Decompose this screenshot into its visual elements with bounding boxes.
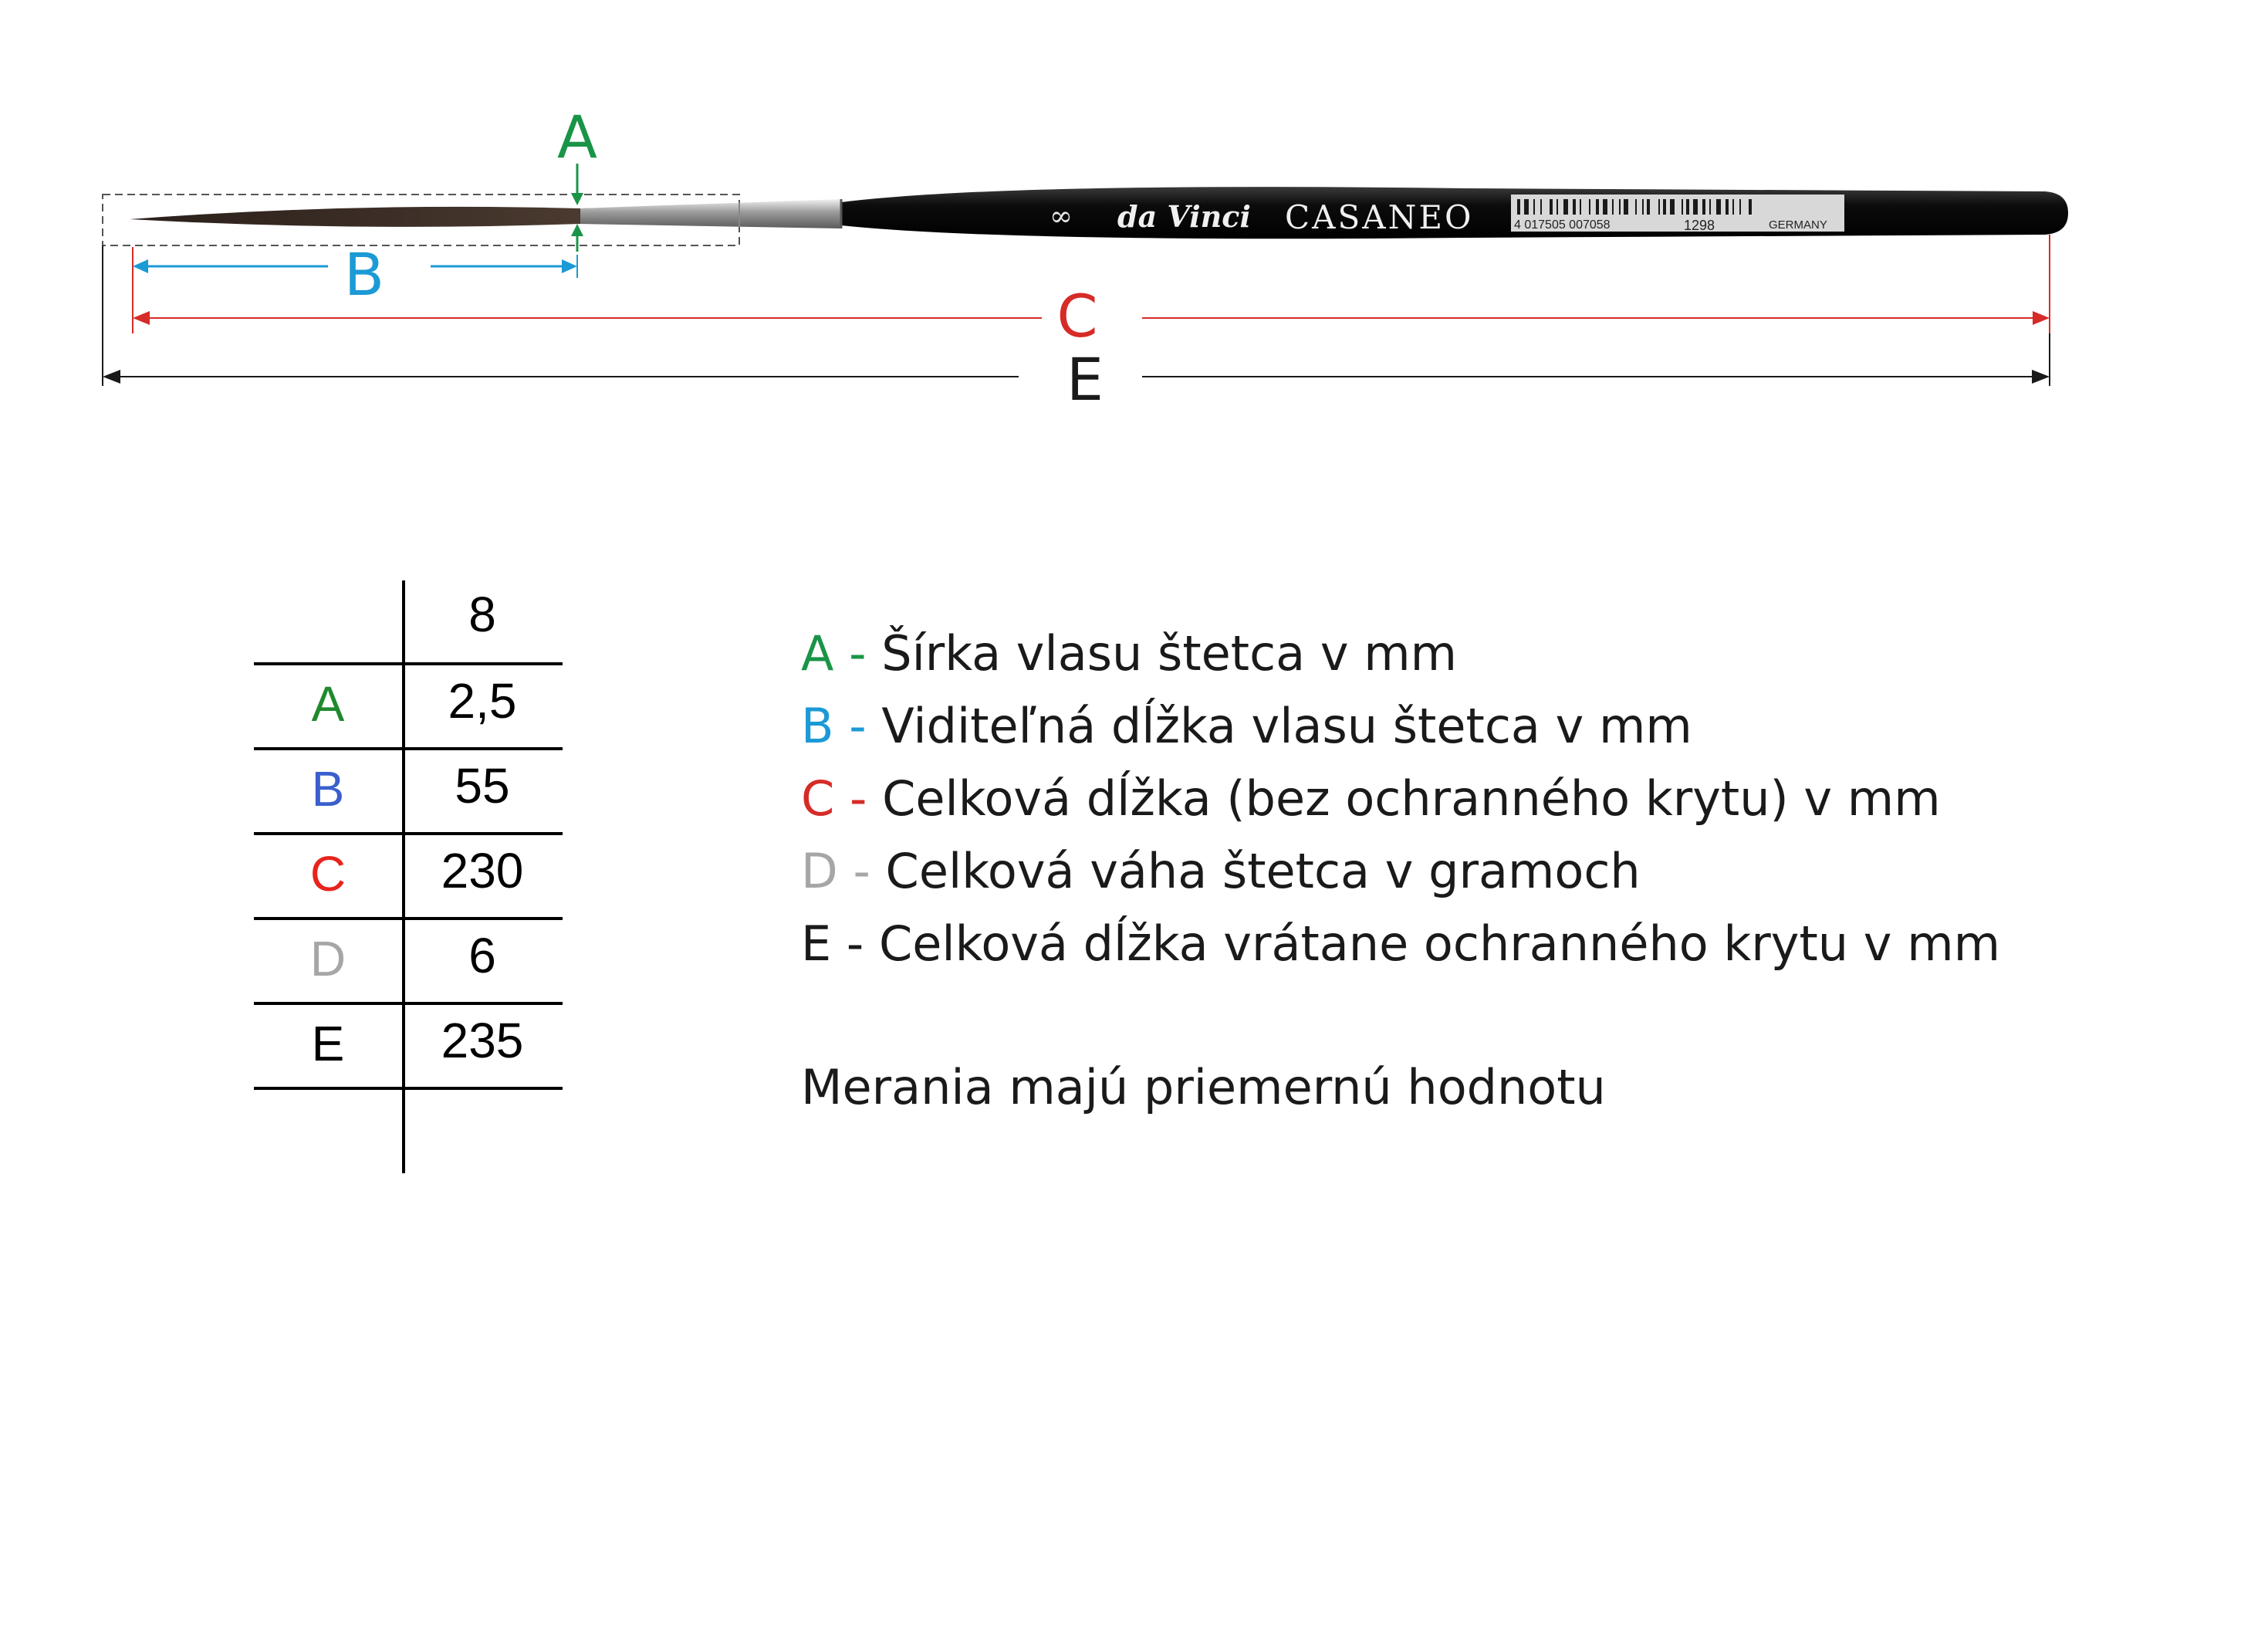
table-hline <box>254 662 563 665</box>
barcode-bar <box>1749 199 1752 215</box>
barcode-bar <box>1686 199 1689 215</box>
table-hline <box>254 832 563 835</box>
barcode-bar <box>1716 199 1721 215</box>
legend-key: E - <box>801 915 864 972</box>
table-hline <box>254 917 563 920</box>
barcode-bar <box>1624 199 1628 215</box>
infinity-mark: ∞ <box>1049 201 1073 232</box>
legend-text: Celková dĺžka (bez ochranného krytu) v mm <box>882 770 1941 827</box>
brush-diagram <box>0 0 2268 432</box>
legend-text: Celková váha štetca v gramoch <box>885 843 1641 899</box>
table-row-value: 2,5 <box>448 673 517 729</box>
barcode-bar <box>1732 199 1734 215</box>
barcode-number: 4 017505 007058 <box>1514 218 1611 232</box>
barcode-bar <box>1726 199 1729 215</box>
legend-key: D - <box>801 843 870 899</box>
legend-item <box>801 763 2000 835</box>
measurement-note: Merania majú priemernú hodnotu <box>801 1059 1606 1115</box>
barcode-bar <box>1603 199 1607 215</box>
legend <box>801 617 2000 980</box>
table-hline <box>254 1087 563 1090</box>
barcode-bar <box>1580 199 1581 215</box>
barcode-bar <box>1647 199 1650 215</box>
legend-item <box>801 617 2000 690</box>
label-a: A <box>557 103 597 171</box>
legend-text: Viditeľná dĺžka vlasu štetca v mm <box>881 698 1692 754</box>
barcode-bar <box>1619 199 1621 215</box>
legend-text: Celková dĺžka vrátane ochranného krytu v mm <box>878 915 2000 972</box>
brush-ferrule <box>579 199 841 228</box>
barcode-bar <box>1663 199 1666 215</box>
legend-item <box>801 835 2000 908</box>
dimension-a <box>571 164 583 252</box>
barcode-bar <box>1682 199 1683 215</box>
brand-logo: da Vinci <box>1117 199 1251 234</box>
barcode-bar <box>1693 199 1698 215</box>
table-header-size: 8 <box>468 587 496 642</box>
model-name: CASANEO <box>1285 198 1474 236</box>
legend-key: A - <box>801 625 867 682</box>
table-row-key: B <box>311 761 345 817</box>
legend-item <box>801 908 2000 980</box>
series-number: 1298 <box>1684 218 1715 233</box>
table-row-key: C <box>309 846 346 902</box>
barcode-bar <box>1642 199 1644 215</box>
table-row-value: 230 <box>441 843 524 898</box>
table-hline <box>254 747 563 750</box>
barcode-bar <box>1540 199 1542 215</box>
table-row-key: E <box>311 1016 345 1071</box>
barcode-bar <box>1739 199 1741 215</box>
barcode-bar <box>1596 199 1599 215</box>
table-row-value: 235 <box>441 1013 524 1068</box>
origin-label: GERMANY <box>1769 218 1827 232</box>
barcode-bar <box>1524 199 1529 215</box>
barcode-bar <box>1557 199 1558 215</box>
barcode-bar <box>1573 199 1576 215</box>
barcode-bar <box>1612 199 1614 215</box>
barcode-bar <box>1635 199 1637 215</box>
barcode-bar <box>1702 199 1705 215</box>
label-c: C <box>1056 282 1098 350</box>
legend-key: B - <box>801 698 867 754</box>
barcode-bar <box>1533 199 1535 215</box>
legend-text: Šírka vlasu štetca v mm <box>881 625 1458 682</box>
table-row-value: 55 <box>455 758 510 814</box>
brush-hair <box>130 207 580 227</box>
table-row-key: D <box>309 931 346 986</box>
barcode-bar <box>1670 199 1675 215</box>
barcode-bar <box>1550 199 1553 215</box>
label-e: E <box>1066 345 1104 414</box>
table-row-value: 6 <box>468 928 496 983</box>
label-b: B <box>343 240 385 309</box>
table-hline <box>254 1002 563 1005</box>
barcode-bar <box>1709 199 1711 215</box>
legend-item <box>801 690 2000 763</box>
barcode-bar <box>1563 199 1568 215</box>
barcode-bar <box>1658 199 1660 215</box>
legend-key: C - <box>801 770 867 827</box>
table-row-key: A <box>311 676 345 732</box>
barcode-bar <box>1517 199 1520 215</box>
barcode-bar <box>1589 199 1590 215</box>
